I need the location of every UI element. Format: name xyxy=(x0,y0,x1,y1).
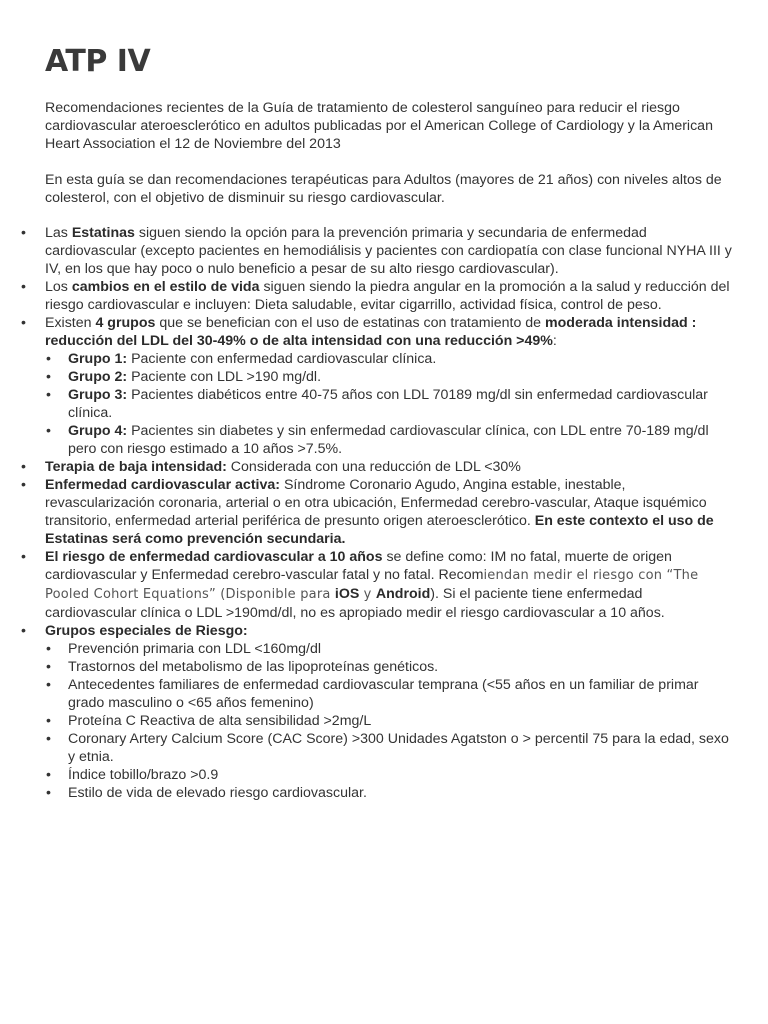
list-item-baja-intensidad: • Terapia de baja intensidad: Considerada con una reducción de LDL <30% xyxy=(45,458,735,476)
recommendations-list xyxy=(45,224,735,802)
list-item-grupos: • Existen 4 grupos que se benefician con el uso de estatinas con tratamiento de moderada intensidad : reducción del LDL del 30-49% o de alta intensidad con una reducción >49%: • Grupo 1: Paciente con enfermedad cardiovascular clínica. • Grupo 2: Paciente con LDL >190 mg/dl. • Grupo 3: Pacientes diabéticos entre 40-75 años con LDL 70189 mg/dl sin enfermedad cardiovascular clínica. • Grupo 4: Pacientes sin diabetes y sin enfermedad cardiovascular clínica, con LDL entre 70-189 mg/dl pero con riesgo estimado a 10 años >7.5%. xyxy=(45,314,735,458)
list-item: • Antecedentes familiares de enfermedad cardiovascular temprana (<55 años en un familiar de primar grado masculino o <65 años femenino) xyxy=(68,676,735,712)
list-item-estatinas: • Las Estatinas siguen siendo la opción para la prevención primaria y secundaria de enfermedad cardiovascular (excepto pacientes en hemodiálisis y pacientes con cardiopatía con clase funcional NYHA III y IV, en los que hay poco o nulo beneficio a pesar de su alto riesgo cardiovascular). xyxy=(45,224,735,278)
page-title: ATP IV xyxy=(45,44,151,79)
list-item-grupo-3: • Grupo 3: Pacientes diabéticos entre 40-75 años con LDL 70189 mg/dl sin enfermedad cardiovascular clínica. xyxy=(68,386,735,422)
ios-link[interactable]: iOS xyxy=(334,586,360,602)
list-item-estilo-de-vida: • Los cambios en el estilo de vida siguen siendo la piedra angular en la promoción a la salud y reducción del riesgo cardiovascular e incluyen: Dieta saludable, evitar cigarrillo, actividad física, control de peso. xyxy=(45,278,735,314)
intro-paragraph-2: En esta guía se dan recomendaciones terapéuticas para Adultos (mayores de 21 años) con niveles altos de colesterol, con el objetivo de disminuir su riesgo cardiovascular. xyxy=(45,172,722,206)
special-groups-sublist xyxy=(45,640,735,802)
list-item: • Proteína C Reactiva de alta sensibilidad >2mg/L xyxy=(68,712,735,730)
list-item: • Estilo de vida de elevado riesgo cardiovascular. xyxy=(68,784,735,802)
list-item-grupo-2: • Grupo 2: Paciente con LDL >190 mg/dl. xyxy=(68,368,735,386)
list-item: • Coronary Artery Calcium Score (CAC Score) >300 Unidades Agatston o > percentil 75 para la edad, sexo y etnia. xyxy=(68,730,735,766)
list-item-enfermedad-activa: • Enfermedad cardiovascular activa: Síndrome Coronario Agudo, Angina estable, inestable, revascularización coronaria, arterial o en otra ubicación, Enfermedad cerebro-vascular, Ataque isquémico transitorio, enfermedad arterial periférica de presunto origen ateroesclerótico. En este contexto el uso de Estatinas será como prevención secundaria. xyxy=(45,476,735,548)
intro-paragraph: Recomendaciones recientes de la Guía de tratamiento de colesterol sanguíneo para reducir el riesgo cardiovascular ateroesclerótico en adultos publicadas por el American College of Cardiology y la American Heart Association el 12 de Noviembre del 2013 xyxy=(45,100,713,152)
list-item-grupo-4: • Grupo 4: Pacientes sin diabetes y sin enfermedad cardiovascular clínica, con LDL entre 70-189 mg/dl pero con riesgo estimado a 10 años >7.5%. xyxy=(68,422,735,458)
android-link[interactable]: Android xyxy=(375,586,431,602)
list-item-grupo-1: • Grupo 1: Paciente con enfermedad cardiovascular clínica. xyxy=(68,350,735,368)
list-item-grupos-especiales: • Grupos especiales de Riesgo: • Prevención primaria con LDL <160mg/dl • Trastornos del metabolismo de las lipoproteínas genéticos. • Antecedentes familiares de enfermedad cardiovascular temprana (<55 años en un familiar de primar grado masculino o <65 años femenino) • Proteína C Reactiva de alta sensibilidad >2mg/L • Coronary Artery Calcium Score (CAC Score) >300 Unidades Agatston o > percentil 75 para la edad, sexo y etnia. • Índice tobillo/brazo >0.9 • Estilo de vida de elevado riesgo cardiovascular. xyxy=(45,622,735,802)
groups-sublist xyxy=(45,350,735,458)
list-item: • Trastornos del metabolismo de las lipoproteínas genéticos. xyxy=(68,658,735,676)
list-item-riesgo-10-anos: • El riesgo de enfermedad cardiovascular a 10 años se define como: IM no fatal, muerte de origen cardiovascular y Enfermedad cerebro-vascular fatal y no fatal. Recomiendan medir el riesgo con “The Pooled Cohort Equations” (Disponible para iOS y Android). Si el paciente tiene enfermedad cardiovascular clínica o LDL >190md/dl, no es apropiado medir el riesgo cardiovascular a 10 años. xyxy=(45,548,735,622)
list-item: • Prevención primaria con LDL <160mg/dl xyxy=(68,640,735,658)
list-item: • Índice tobillo/brazo >0.9 xyxy=(68,766,735,784)
